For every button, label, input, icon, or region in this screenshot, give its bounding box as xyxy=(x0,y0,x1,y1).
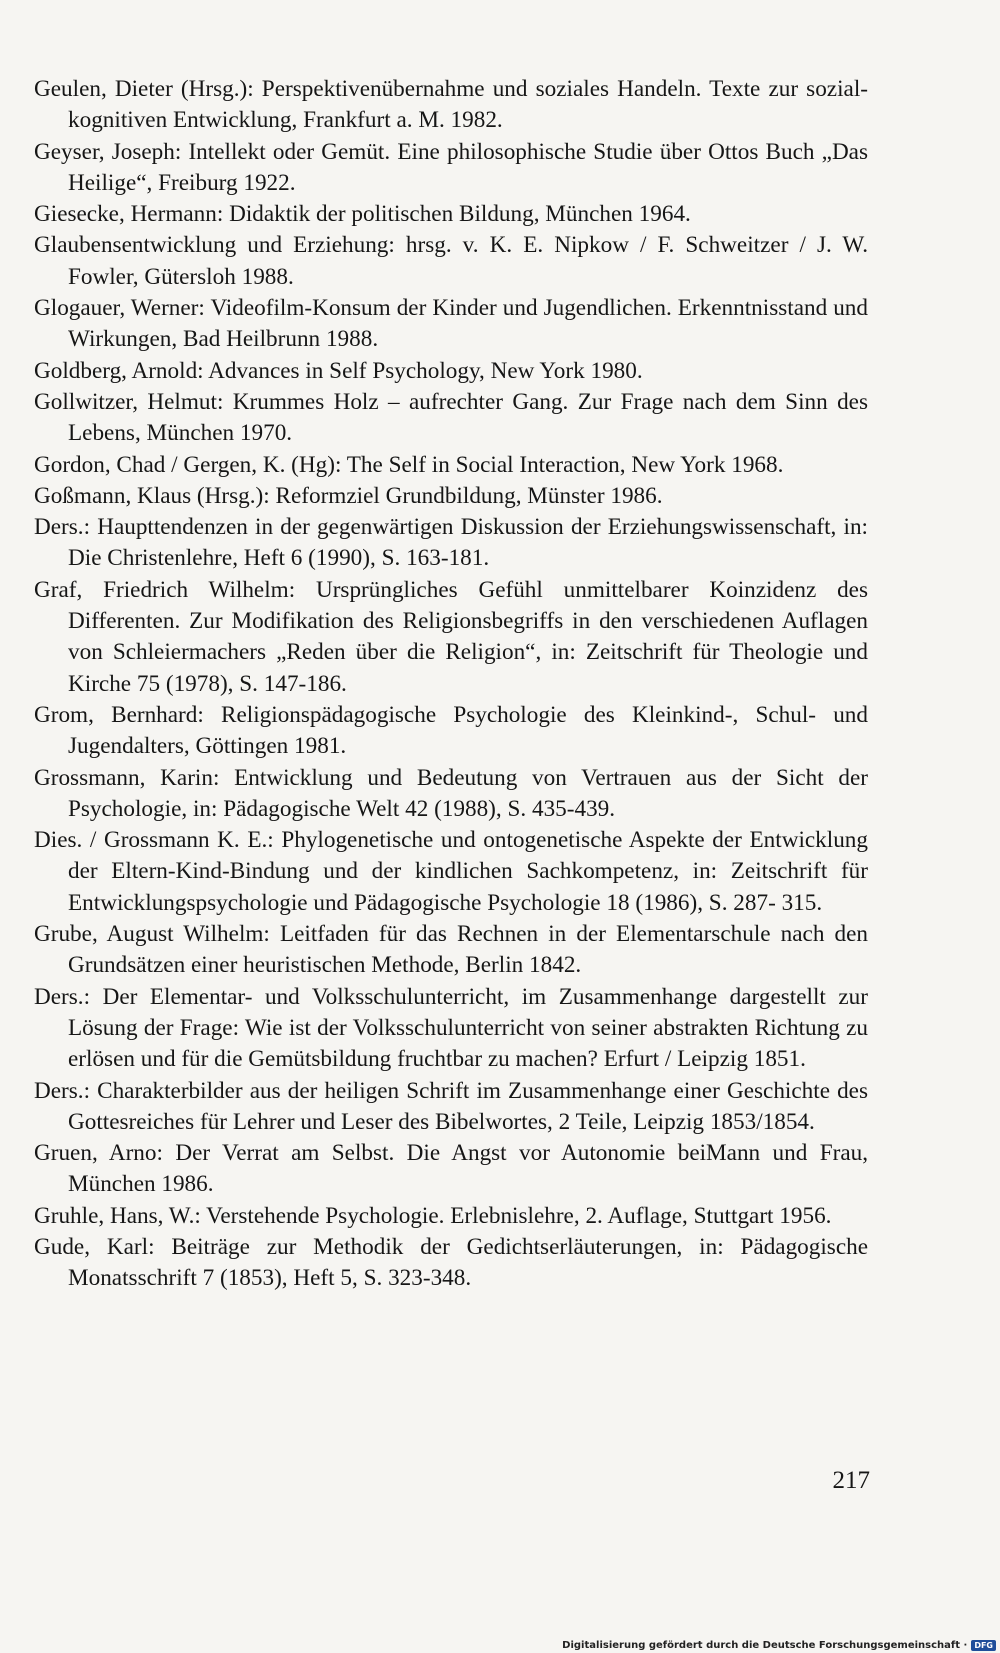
bibliography-list xyxy=(34,74,868,1295)
bibliography-entry: Ders.: Charakterbilder aus der heiligen Schrift im Zusammenhange einer Geschichte des Gottesreiches für Lehrer und Leser des Bibelwortes, 2 Teile, Leipzig 1853/1854. xyxy=(34,1077,868,1135)
bibliography-entry: Glaubensentwicklung und Erziehung: hrsg. v. K. E. Nipkow / F. Schweitzer / J. W. Fowler, Gütersloh 1988. xyxy=(34,232,868,290)
bibliography-entry: Graf, Friedrich Wilhelm: Ursprüngliches Gefühl unmittelbarer Koinzidenz des Differenten. Zur Modifikation des Religionsbegriffs in den verschiedenen Auflagen von Schleiermachers „Reden über die Religion“, in: Zeitschrift für Theologie und Kirche 75 (1978), S. 147-186. xyxy=(34,576,868,697)
footer-credit-text: Digitalisierung gefördert durch die Deutsche Forschungsgemeinschaft · xyxy=(562,1640,968,1651)
bibliography-entry: Grossmann, Karin: Entwicklung und Bedeutung von Vertrauen aus der Sicht der Psychologie, in: Pädagogische Welt 42 (1988), S. 435-439. xyxy=(34,764,868,822)
bibliography-entry: Gollwitzer, Helmut: Krummes Holz – aufrechter Gang. Zur Frage nach dem Sinn des Lebens, München 1970. xyxy=(34,388,868,447)
bibliography-entry: Geyser, Joseph: Intellekt oder Gemüt. Eine philosophische Studie über Ottos Buch „Das Heilige“, Freiburg 1922. xyxy=(34,138,868,196)
bibliography-entry: Goldberg, Arnold: Advances in Self Psychology, New York 1980. xyxy=(34,357,643,384)
bibliography-entry: Ders.: Der Elementar- und Volksschulunterricht, im Zusammenhange dargestellt zur Lösung der Frage: Wie ist der Volksschulunterricht von seiner abstrakten Richtung zu erlösen und für die Gemütsbildung fruchtbar zu machen? Erfurt / Leipzig 1851. xyxy=(34,983,868,1073)
bibliography-entry: Giesecke, Hermann: Didaktik der politischen Bildung, München 1964. xyxy=(34,201,691,228)
bibliography-entry: Grube, August Wilhelm: Leitfaden für das Rechnen in der Elementarschule nach den Grundsätzen einer heuristischen Methode, Berlin 1842. xyxy=(34,921,868,979)
bibliography-entry: Gruhle, Hans, W.: Verstehende Psychologie. Erlebnislehre, 2. Auflage, Stuttgart 1956. xyxy=(34,1202,832,1229)
bibliography-entry: Gude, Karl: Beiträge zur Methodik der Gedichtserläuterungen, in: Pädagogische Monatsschrift 7 (1853), Heft 5, S. 323-348. xyxy=(34,1233,868,1292)
bibliography-entry: Goßmann, Klaus (Hrsg.): Reformziel Grundbildung, Münster 1986. xyxy=(34,482,663,509)
digitization-footer xyxy=(562,1640,1000,1653)
bibliography-entry: Gruen, Arno: Der Verrat am Selbst. Die Angst vor Autonomie beiMann und Frau, München 1986. xyxy=(34,1140,868,1198)
bibliography-entry: Grom, Bernhard: Religionspädagogische Psychologie des Kleinkind-, Schul- und Jugendalters, Göttingen 1981. xyxy=(34,701,868,760)
bibliography-entry: Glogauer, Werner: Videofilm-Konsum der Kinder und Jugendlichen. Erkenntnisstand und Wirkungen, Bad Heilbrunn 1988. xyxy=(34,295,868,353)
bibliography-entry: Dies. / Grossmann K. E.: Phylogenetische und ontogenetische Aspekte der Entwicklung der Eltern-Kind-Bindung und der kindlichen Sachkompetenz, in: Zeitschrift für Entwicklungspsychologie und Pädagogische Psychologie 18 (1986), S. 287- 315. xyxy=(34,827,868,916)
page-number: 217 xyxy=(832,1467,870,1494)
bibliography-entry: Geulen, Dieter (Hrsg.): Perspektivenübernahme und soziales Handeln. Texte zur sozial-kognitiven Entwicklung, Frankfurt a. M. 1982. xyxy=(34,76,868,134)
dfg-logo-icon: DFG xyxy=(971,1640,996,1651)
bibliography-entry: Gordon, Chad / Gergen, K. (Hg): The Self in Social Interaction, New York 1968. xyxy=(34,451,784,478)
bibliography-entry: Ders.: Haupttendenzen in der gegenwärtigen Diskussion der Erziehungswissenschaft, in: Die Christenlehre, Heft 6 (1990), S. 163-181. xyxy=(34,514,868,572)
